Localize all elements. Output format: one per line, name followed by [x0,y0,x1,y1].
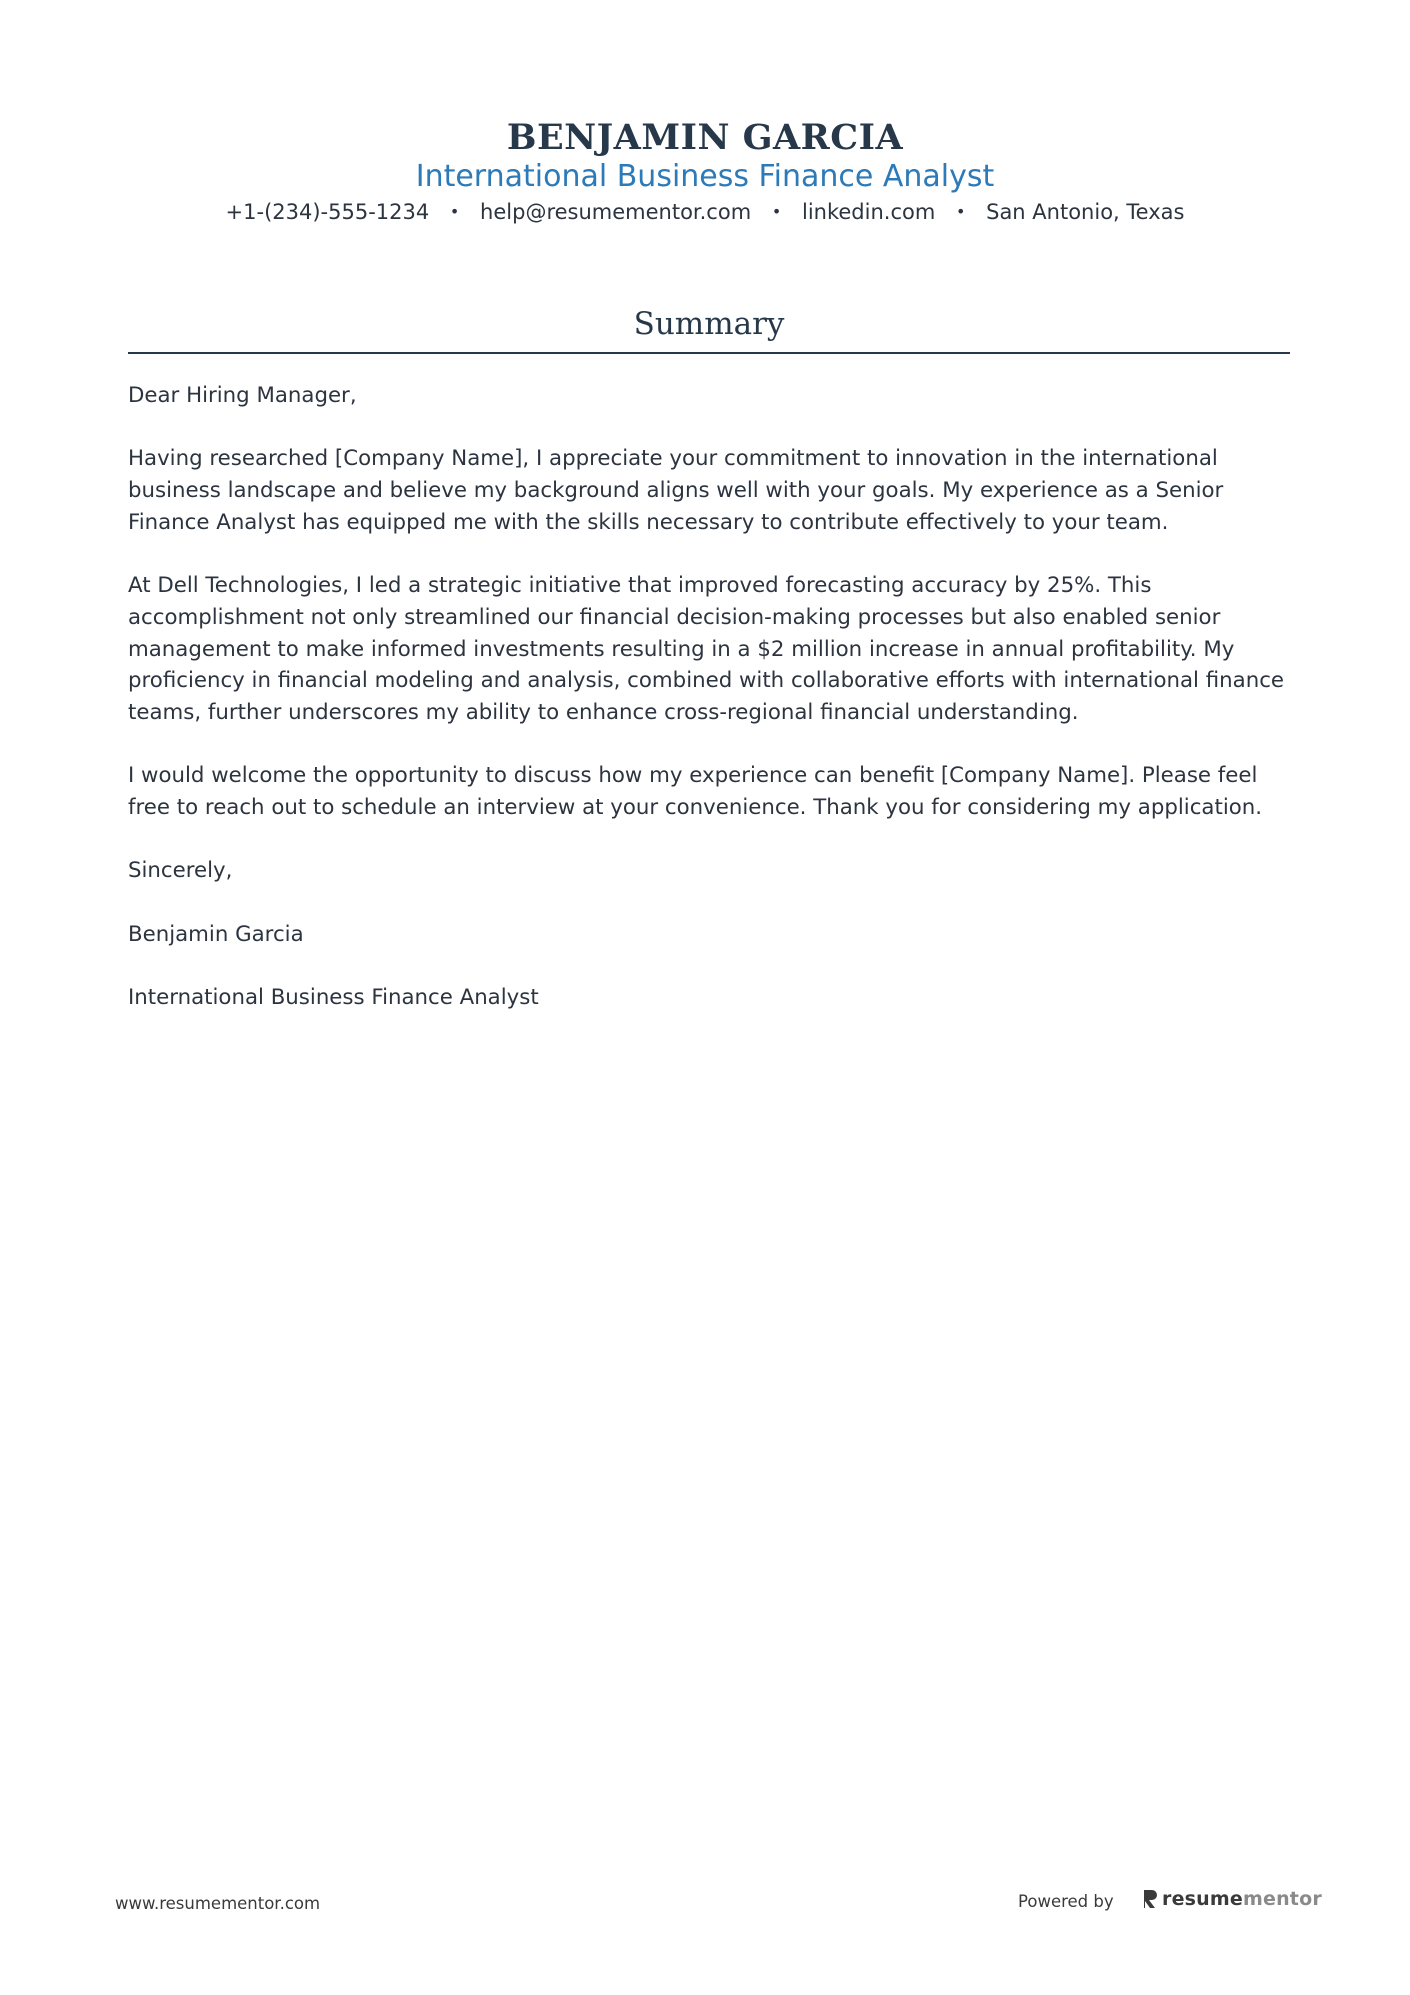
section-divider [128,352,1290,354]
letter-greeting: Dear Hiring Manager, [128,383,357,408]
section-title-summary: Summary [633,306,785,342]
brand-wordmark [1162,1888,1322,1910]
applicant-role: International Business Finance Analyst [415,159,995,194]
brand-wordmark-bold: resume [1162,1888,1243,1910]
contact-email: help@resumementor.com [480,200,752,224]
contact-separator: • [771,202,782,221]
signature-name: Benjamin Garcia [128,921,304,947]
footer-powered-by: Powered by [1018,1892,1114,1911]
letter-paragraph: I would welcome the opportunity to discuss how my experience can benefit [Company Name]. Please feel free to reach out to schedule an interview at your convenience. Thank you for considering my application. [128,763,1263,821]
letter-body [128,380,1288,1046]
letter-paragraph: Having researched [Company Name], I appreciate your commitment to innovation in the international business landscape and believe my background aligns well with your goals. My experience as a Senior Finance Analyst has equipped me with the skills necessary to contribute effectively to your team. [128,446,1224,535]
contact-linkedin: linkedin.com [801,200,936,224]
brand-wordmark-light: mentor [1242,1888,1322,1910]
contact-location: San Antonio, Texas [986,200,1185,224]
resumementor-logo-icon [1142,1888,1158,1910]
signature-title: International Business Finance Analyst [128,985,539,1011]
letter-paragraph: At Dell Technologies, I led a strategic initiative that improved forecasting accuracy by 25%. This accomplishment not only streamlined our financial decision-making processes but also enabled senior management to make informed investments resulting in a $2 million increase in annual profitability. My proficiency in financial modeling and analysis, combined with collaborative efforts with international finance teams, further underscores my ability to enhance cross-regional financial understanding. [128,573,1285,725]
contact-separator: • [955,202,966,221]
applicant-name: BENJAMIN GARCIA [506,117,904,158]
contact-line [0,197,1410,229]
contact-separator: • [449,202,460,221]
footer-brand [1142,1888,1322,1910]
letter-header [0,116,1410,229]
contact-phone: +1-(234)-555-1234 [225,200,430,224]
letter-closing: Sincerely, [128,858,233,884]
footer-website: www.resumementor.com [115,1894,321,1913]
